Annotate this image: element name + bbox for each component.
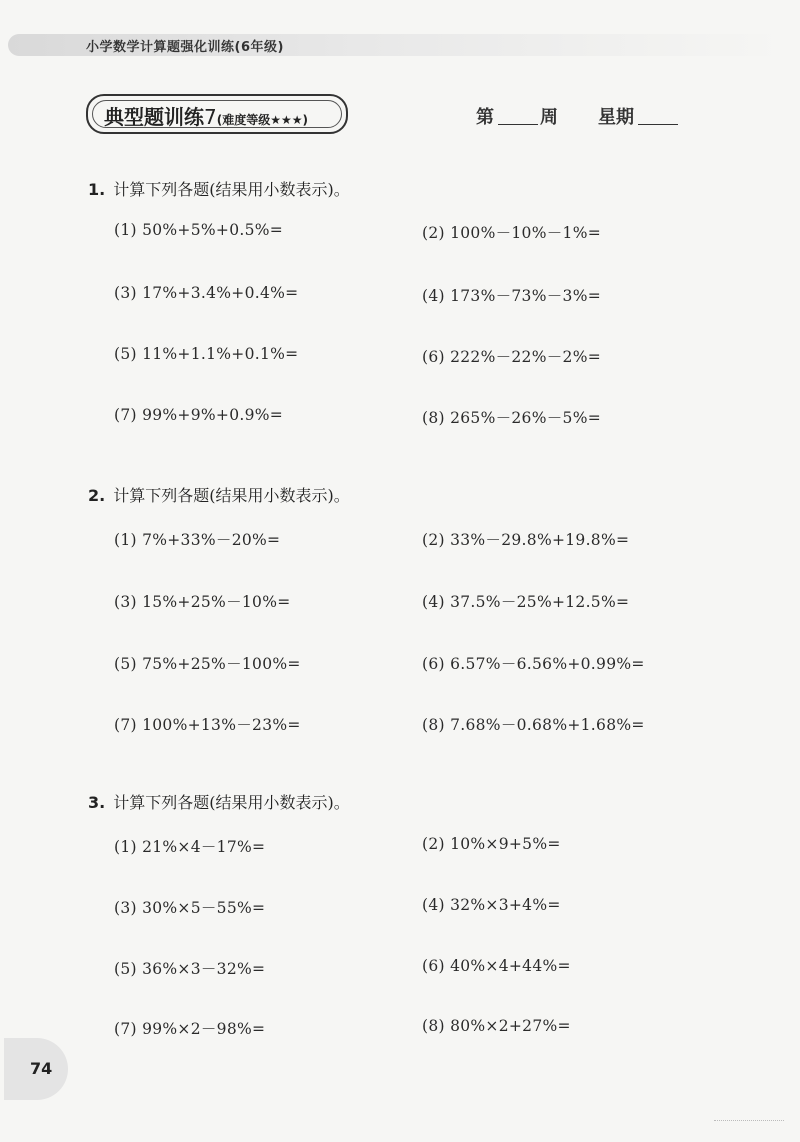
section-1-item-8: (8) 265%－26%－5%=	[422, 409, 602, 427]
scan-watermark	[714, 1120, 784, 1127]
section-1-item-4: (4) 173%－73%－3%=	[422, 287, 602, 305]
page-number: 74	[30, 1059, 53, 1078]
section-1-item-6: (6) 222%－22%－2%=	[422, 348, 602, 366]
section-1-item-2: (2) 100%－10%－1%=	[422, 224, 602, 242]
section-2-item-2: (2) 33%－29.8%+19.8%=	[422, 531, 630, 549]
section-2-instruction: 计算下列各题(结果用小数表示)。	[113, 486, 350, 505]
section-3-item-4: (4) 32%×3+4%=	[422, 896, 561, 914]
section-2-heading	[88, 483, 350, 506]
section-1-item-7: (7) 99%+9%+0.9%=	[114, 406, 284, 424]
book-title: 小学数学计算题强化训练(6年级)	[86, 40, 284, 55]
section-2-item-8: (8) 7.68%－0.68%+1.68%=	[422, 716, 645, 734]
lesson-title-text: 典型题训练	[104, 105, 204, 129]
section-3-number: 3.	[88, 793, 106, 812]
section-1-item-3: (3) 17%+3.4%+0.4%=	[114, 284, 299, 302]
section-1-item-5: (5) 11%+1.1%+0.1%=	[114, 345, 299, 363]
section-3-item-1: (1) 21%×4－17%=	[114, 838, 266, 856]
section-3-instruction: 计算下列各题(结果用小数表示)。	[113, 793, 350, 812]
section-2-item-5: (5) 75%+25%－100%=	[114, 655, 301, 673]
lesson-title	[104, 101, 308, 130]
section-1-number: 1.	[88, 180, 106, 199]
weekday-blank	[638, 124, 678, 125]
section-3-item-3: (3) 30%×5－55%=	[114, 899, 266, 917]
section-3-heading	[88, 790, 350, 813]
section-1-heading	[88, 177, 350, 200]
section-2-item-1: (1) 7%+33%－20%=	[114, 531, 281, 549]
weekday-label: 星期	[598, 107, 634, 128]
section-2-number: 2.	[88, 486, 106, 505]
section-2-item-4: (4) 37.5%－25%+12.5%=	[422, 593, 630, 611]
difficulty-rating: (难度等级★★★)	[216, 113, 308, 127]
section-2-item-7: (7) 100%+13%－23%=	[114, 716, 301, 734]
section-3-item-5: (5) 36%×3－32%=	[114, 960, 266, 978]
section-3-item-6: (6) 40%×4+44%=	[422, 957, 571, 975]
section-2-item-3: (3) 15%+25%－10%=	[114, 593, 291, 611]
week-blank	[498, 124, 538, 125]
section-3-item-8: (8) 80%×2+27%=	[422, 1017, 571, 1035]
week-suffix: 周	[540, 107, 558, 128]
section-1-instruction: 计算下列各题(结果用小数表示)。	[113, 180, 350, 199]
week-prefix: 第	[476, 107, 494, 128]
section-3-item-7: (7) 99%×2－98%=	[114, 1020, 266, 1038]
section-3-item-2: (2) 10%×9+5%=	[422, 835, 561, 853]
section-1-item-1: (1) 50%+5%+0.5%=	[114, 221, 284, 239]
section-2-item-6: (6) 6.57%－6.56%+0.99%=	[422, 655, 645, 673]
lesson-number: 7	[204, 105, 217, 129]
